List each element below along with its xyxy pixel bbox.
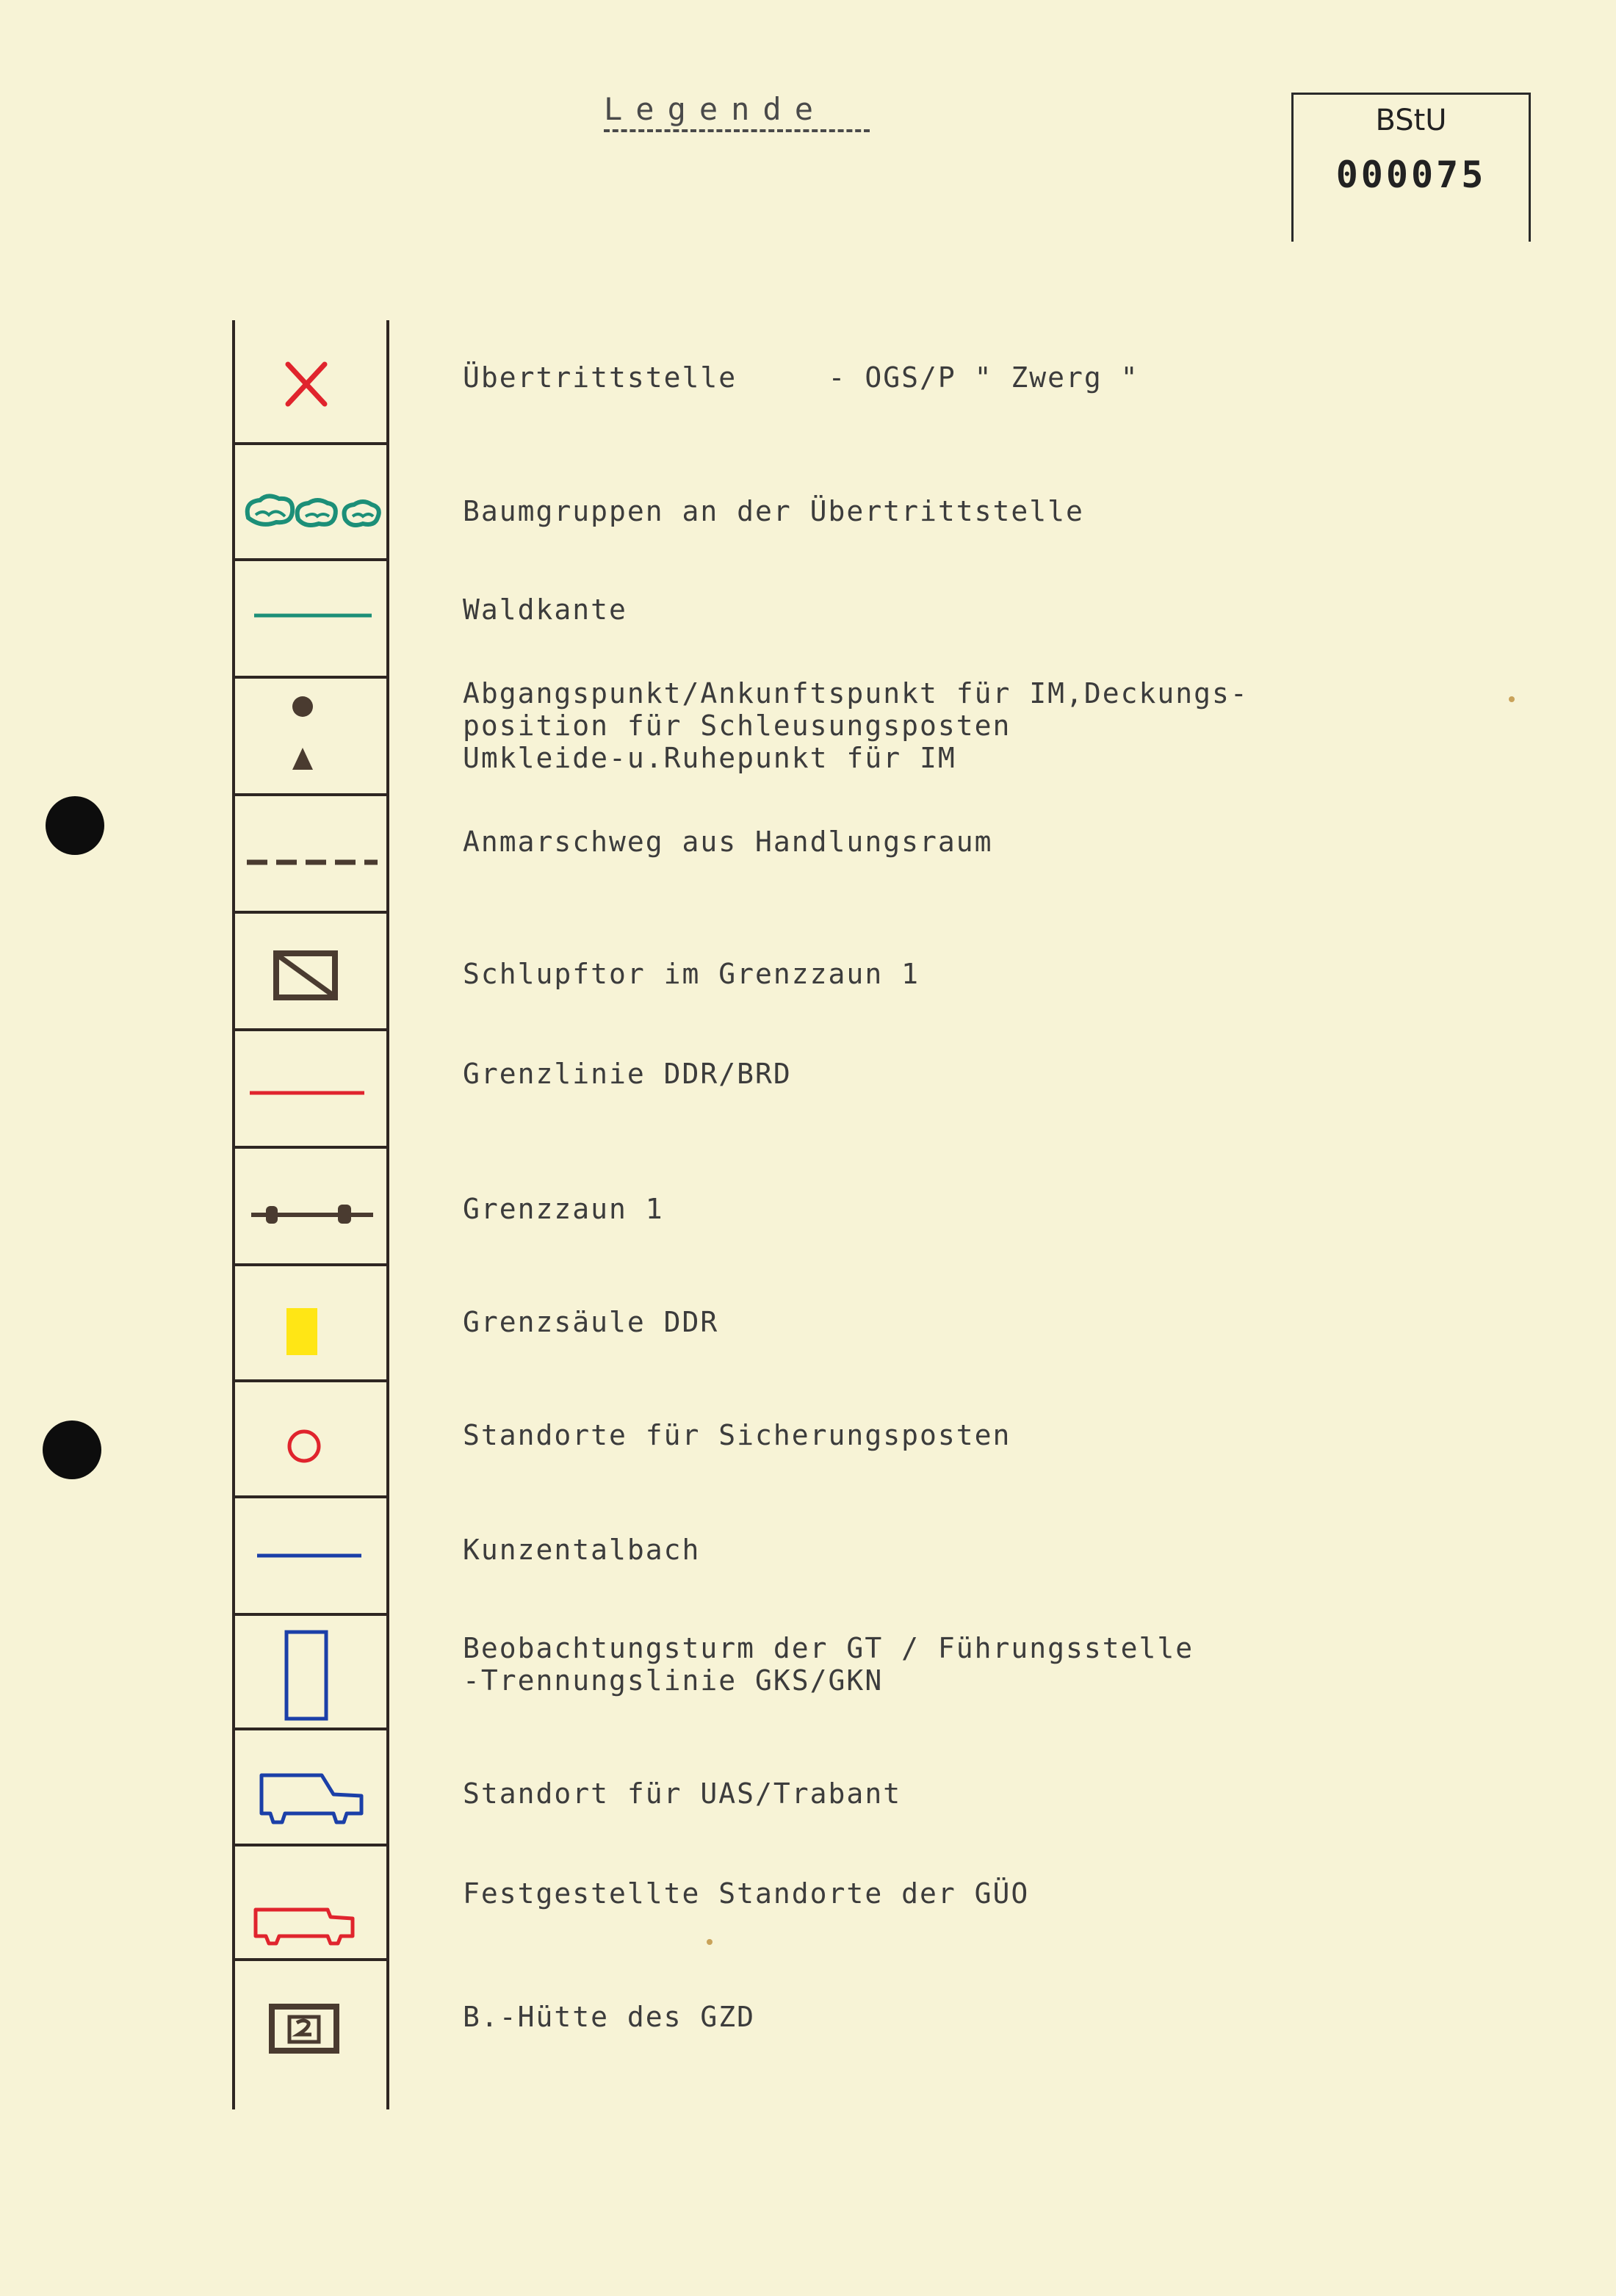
legend-label: Waldkante (463, 593, 627, 626)
punch-hole-bottom (43, 1420, 101, 1479)
stamp-agency: BStU (1375, 104, 1447, 137)
legend-row (235, 445, 388, 558)
legend-label: Grenzzaun 1 (463, 1193, 664, 1225)
blue-rectangle-icon (235, 1616, 388, 1733)
gate-box-icon (235, 914, 388, 1031)
stamp-number: 000075 (1335, 154, 1487, 196)
legend-row (235, 1616, 388, 1728)
archive-stamp (1291, 93, 1531, 242)
paper-speck (1509, 696, 1515, 702)
legend-label: Standort für UAS/Trabant (463, 1777, 902, 1810)
legend-row (235, 1846, 388, 1958)
dashed-route-icon (235, 796, 388, 914)
legend-label: Übertrittstelle - OGS/P " Zwerg " (463, 361, 1139, 394)
legend-label: Grenzsäule DDR (463, 1306, 719, 1338)
legend-row (235, 1498, 388, 1613)
legend-label: Grenzlinie DDR/BRD (463, 1058, 792, 1090)
title-underline (604, 129, 870, 132)
yellow-square-icon (235, 1266, 388, 1384)
red-circle-icon (235, 1382, 388, 1500)
red-line-icon (235, 1031, 388, 1149)
legend-row (235, 914, 388, 1028)
fence-line-icon (235, 1149, 388, 1266)
legend-row (235, 679, 388, 793)
legend-label: Standorte für Sicherungsposten (463, 1419, 1011, 1451)
blue-line-icon (235, 1498, 388, 1616)
legend-row (235, 1961, 388, 2108)
legend-label: Beobachtungsturm der GT / Führungsstelle -Trennungslinie GKS/GKN (463, 1632, 1194, 1697)
legend-label: Schlupftor im Grenzzaun 1 (463, 958, 920, 990)
legend-label: Kunzentalbach (463, 1534, 701, 1566)
legend-label: Abgangspunkt/Ankunftspunkt für IM,Deckungs- position für Schleusungsposten Umkleide-u.Ruhepunkt für IM (463, 677, 1249, 774)
hut-box-icon (235, 1961, 388, 2079)
punch-hole-top (46, 796, 104, 855)
legend-row (235, 796, 388, 911)
tree-groups-icon (235, 445, 388, 563)
legend-row (235, 1266, 388, 1379)
red-van-icon (235, 1846, 388, 1964)
legend-row (235, 1149, 388, 1263)
legend-label: Baumgruppen an der Übertrittstelle (463, 495, 1084, 527)
legend-row (235, 323, 388, 441)
legend-label: Anmarschweg aus Handlungsraum (463, 826, 993, 858)
red-cross-icon (235, 323, 388, 441)
legend-row (235, 1382, 388, 1495)
blue-van-icon (235, 1730, 388, 1848)
legend-label: B.-Hütte des GZD (463, 2001, 756, 2033)
forest-edge-line-icon (235, 561, 388, 679)
point-and-triangle-icon (235, 679, 388, 796)
paper-speck (707, 1939, 713, 1945)
legend-row (235, 1031, 388, 1146)
legend-label: Festgestellte Standorte der GÜO (463, 1877, 1030, 1910)
legend-row (235, 561, 388, 676)
page-title: Legende (604, 91, 827, 127)
legend-row (235, 1730, 388, 1844)
